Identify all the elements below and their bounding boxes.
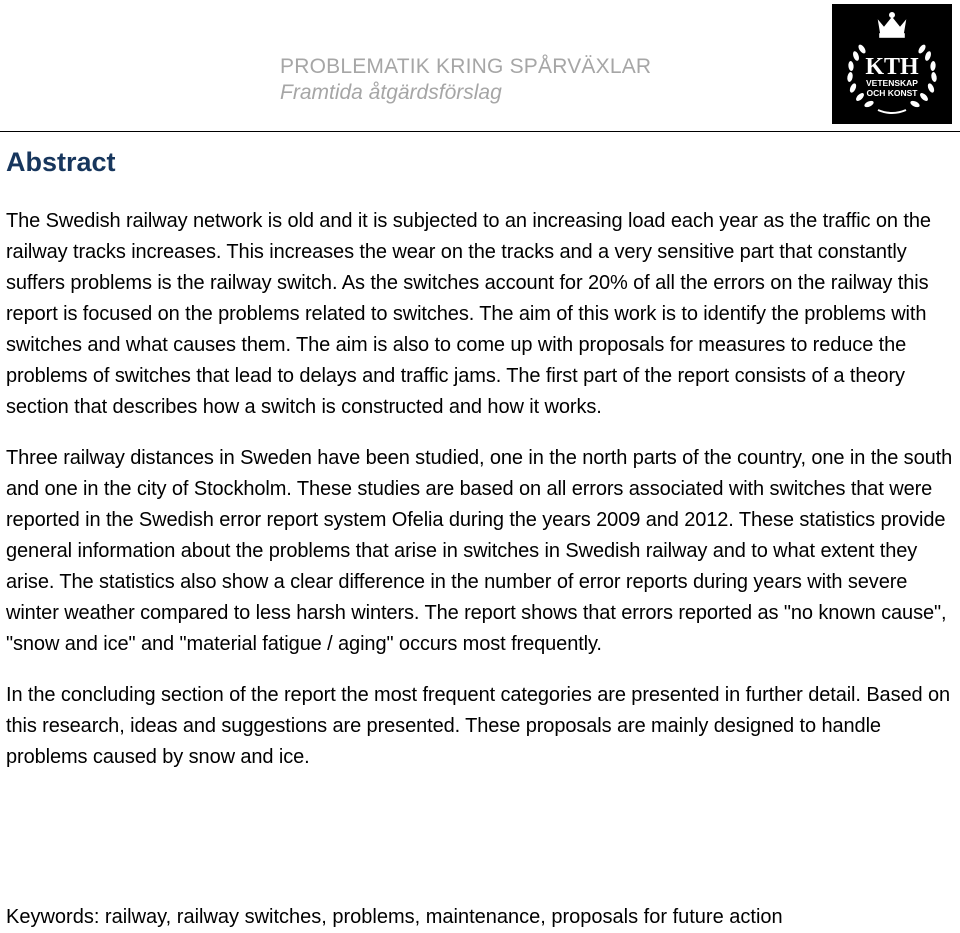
logo-line2: OCH KONST [866, 88, 918, 98]
logo-text: KTH [865, 54, 919, 80]
keywords-line: Keywords: railway, railway switches, problems, maintenance, proposals for future action [6, 906, 783, 928]
logo-line1: VETENSKAP [866, 78, 918, 88]
abstract-paragraph-2: Three railway distances in Sweden have been studied, one in the north parts of the country, one in the south and one in the city of Stockholm. These studies are based on all errors associated with switches that were reported in the Swedish error report system Ofelia during the years 2009 and 2012. These statistics provide general information about the problems that arise in switches in Swedish railway and to what extent they arise. The statistics also show a clear difference in the number of error reports during years with severe winter weather compared to less harsh winters. The report shows that errors reported as "no known cause", "snow and ice" and "material fatigue / aging" occurs most frequently. [6, 447, 953, 655]
header-subtitle: Framtida åtgärdsförslag [280, 81, 502, 104]
header-title: PROBLEMATIK KRING SPÅRVÄXLAR [280, 55, 652, 78]
abstract-paragraph-3: In the concluding section of the report the most frequent categories are presented in further detail. Based on this research, ideas and suggestions are presented. These proposals are mainly designed to handle problems caused by snow and ice. [6, 684, 951, 768]
section-heading: Abstract [6, 147, 116, 177]
header-divider [0, 131, 960, 132]
page-header [0, 0, 960, 131]
kth-crown-logo-icon [832, 4, 952, 124]
kth-logo [832, 4, 952, 124]
header-text-block [280, 54, 651, 106]
abstract-section [6, 140, 956, 773]
abstract-paragraph-1: The Swedish railway network is old and it is subjected to an increasing load each year as the traffic on the railway tracks increases. This increases the wear on the tracks and a very sensitive part that constantly suffers problems is the railway switch. As the switches account for 20% of all the errors on the railway this report is focused on the problems related to switches. The aim of this work is to identify the problems with switches and what causes them. The aim is also to come up with proposals for measures to reduce the problems of switches that lead to delays and traffic jams. The first part of the report consists of a theory section that describes how a switch is constructed and how it works. [6, 210, 931, 418]
